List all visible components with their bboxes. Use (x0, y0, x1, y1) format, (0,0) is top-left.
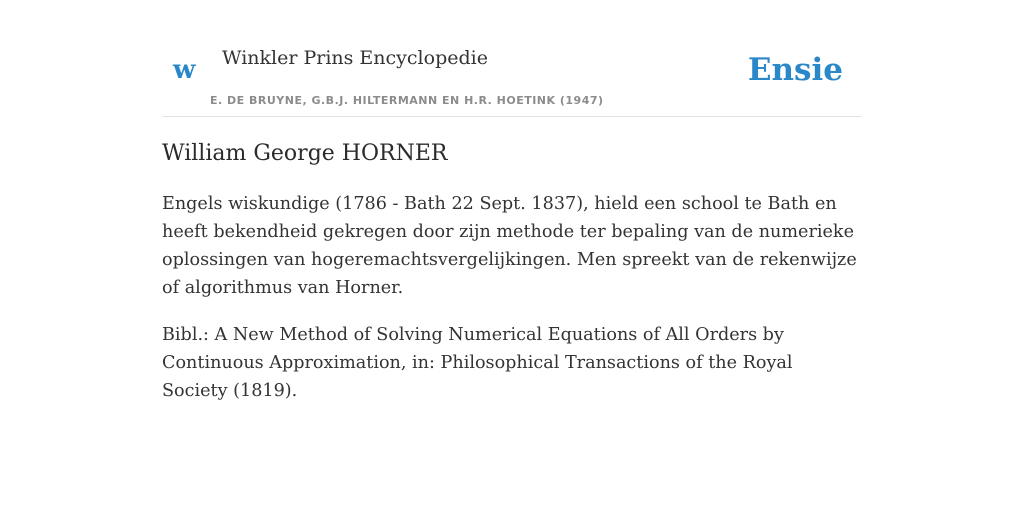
bibliography-paragraph: Bibl.: A New Method of Solving Numerical Equations of All Orders by Continuous Approximation, in: Philosophical Transactions of the Royal Society (1819). (162, 325, 793, 401)
site-header (162, 0, 862, 117)
source-title: Winkler Prins Encyclopedie (222, 47, 488, 69)
page-title: William George HORNER (162, 141, 448, 166)
article-body (162, 138, 862, 424)
winkler-prins-logo[interactable]: w (173, 55, 196, 85)
definition-paragraph: Engels wiskundige (1786 - Bath 22 Sept. 1837), hield een school te Bath en heeft bekendheid gekregen door zijn methode ter bepaling van de numerieke oplossingen van hogeremachtsvergelijkingen. Men spreekt van de rekenwijze of algorithmus van Horner. (162, 194, 857, 298)
ensie-logo-link[interactable]: Ensie (747, 52, 843, 88)
source-authors: E. DE BRUYNE, G.B.J. HILTERMANN EN H.R. HOETINK (1947) (210, 94, 604, 107)
